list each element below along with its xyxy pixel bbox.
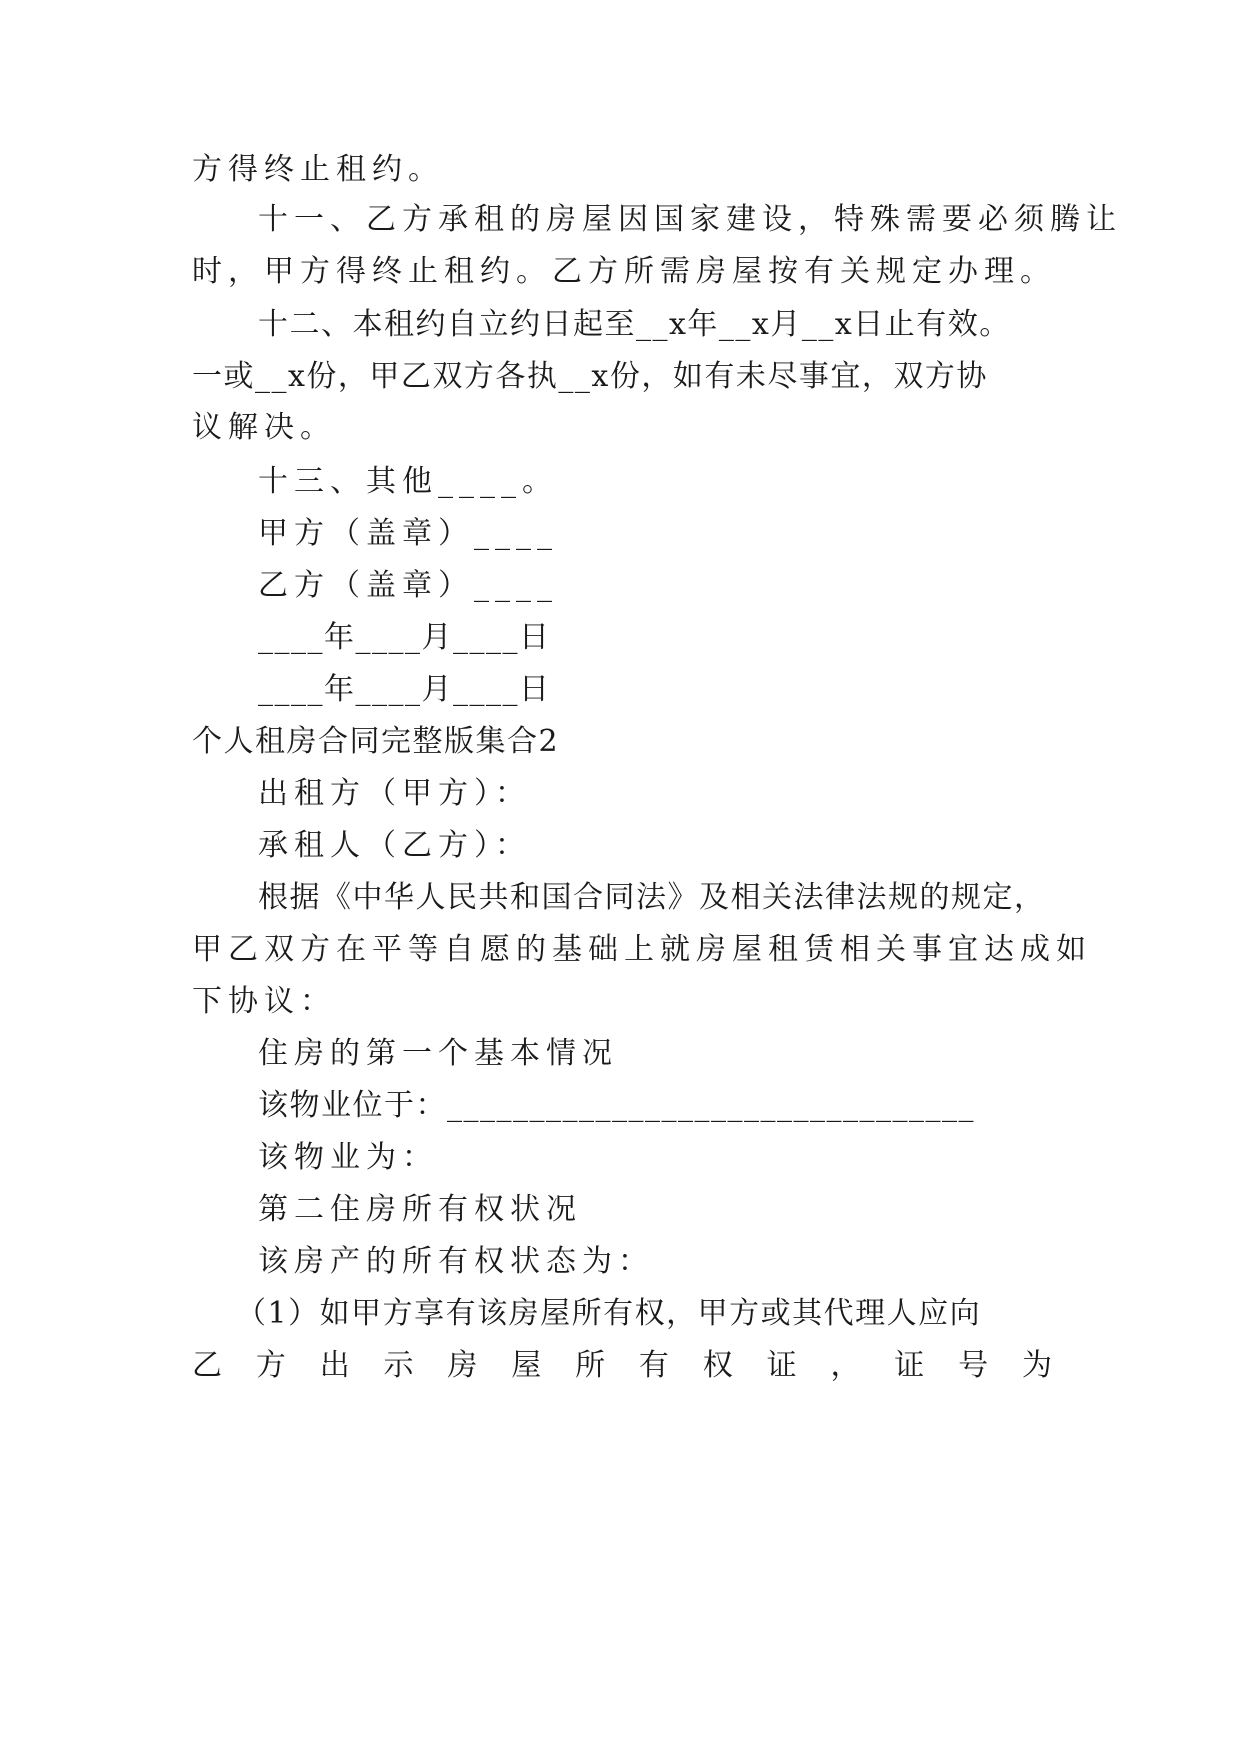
char: ， xyxy=(830,1348,861,1383)
char: 方 xyxy=(255,1348,286,1383)
char: 出 xyxy=(319,1348,350,1383)
lessor-line: 出租方（甲方）： xyxy=(258,776,531,811)
text-line: 方得终止租约。 xyxy=(192,152,444,187)
char: 号 xyxy=(958,1348,989,1383)
clause-12-line-2: 一或__x份，甲乙双方各执__x份，如有未尽事宜，双方协 xyxy=(192,359,988,394)
char: 示 xyxy=(383,1348,414,1383)
party-b-seal: 乙方（盖章）____ xyxy=(258,568,558,603)
section-title: 个人租房合同完整版集合2 xyxy=(192,724,560,759)
justified-line xyxy=(192,1346,1052,1386)
preamble-line-1: 根据《中华人民共和国合同法》及相关法律法规的规定， xyxy=(258,880,1046,915)
property-location: 该物业位于：________________________________ xyxy=(258,1088,975,1123)
heading-basic-info: 住房的第一个基本情况 xyxy=(258,1036,618,1071)
preamble-line-3: 下协议： xyxy=(192,984,336,1019)
date-line-1: ____年____月____日 xyxy=(258,620,551,655)
preamble-line-2: 甲乙双方在平等自愿的基础上就房屋租赁相关事宜达成如 xyxy=(192,932,1092,967)
clause-12-line-1: 十二、本租约自立约日起至__x年__x月__x日止有效。 xyxy=(258,307,1011,342)
heading-ownership: 第二住房所有权状况 xyxy=(258,1192,582,1227)
lessee-line: 承租人（乙方）： xyxy=(258,828,531,863)
clause-12-line-3: 议解决。 xyxy=(192,410,336,445)
clause-11-line-2: 时，甲方得终止租约。乙方所需房屋按有关规定办理。 xyxy=(192,254,1056,289)
ownership-status: 该房产的所有权状态为： xyxy=(258,1244,654,1279)
char: 房 xyxy=(447,1348,478,1383)
char: 屋 xyxy=(511,1348,542,1383)
party-a-seal: 甲方（盖章）____ xyxy=(258,516,558,551)
clause-11-line-1: 十一、乙方承租的房屋因国家建设，特殊需要必须腾让 xyxy=(258,202,1122,237)
char: 为 xyxy=(1021,1348,1052,1383)
char: 权 xyxy=(702,1348,733,1383)
char: 所 xyxy=(575,1348,606,1383)
char: 证 xyxy=(894,1348,925,1383)
date-line-2: ____年____月____日 xyxy=(258,672,551,707)
char: 乙 xyxy=(192,1348,222,1383)
property-type: 该物业为： xyxy=(258,1140,438,1175)
char: 有 xyxy=(638,1348,669,1383)
clause-13: 十三、其他____。 xyxy=(258,464,558,499)
ownership-item-1: （1）如甲方享有该房屋所有权，甲方或其代理人应向 xyxy=(236,1296,982,1331)
char: 证 xyxy=(766,1348,797,1383)
